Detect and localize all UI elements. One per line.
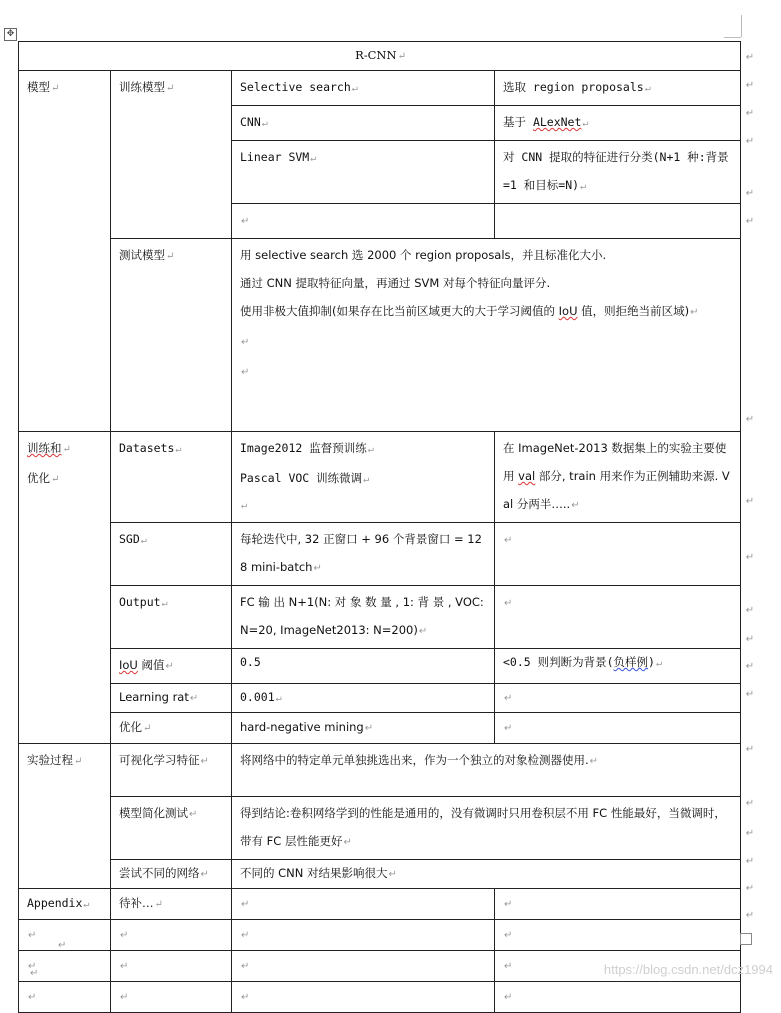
row-end-mark: ↵ [745, 605, 755, 616]
margin-guide [724, 37, 741, 38]
table-row [19, 239, 741, 432]
test-line: 通过 CNN 提取特征向量，再通过 SVM 对每个特征向量评分. [240, 276, 551, 290]
output-label: Output [119, 595, 161, 609]
iou-label-cell[interactable]: IoU 阈值↵ [111, 649, 232, 684]
training-label-cell[interactable]: 训练和↵ 优化↵ [19, 432, 111, 744]
sgd-label-cell[interactable]: SGD↵ [111, 523, 232, 586]
training-label: 优化 [27, 471, 50, 485]
test-line: 用 selective search 选 2000 个 region proposals，并且标准化大小. [240, 248, 607, 262]
datasets-label-cell[interactable]: Datasets↵ [111, 432, 232, 523]
empty-cell[interactable]: ↵ [111, 951, 232, 982]
cell[interactable]: Selective search↵ [232, 71, 495, 106]
row-end-mark: ↵ [745, 828, 755, 839]
empty-cell[interactable]: ↵ [111, 920, 232, 951]
lr-label-cell[interactable]: Learning rat↵ [111, 684, 232, 713]
rcnn-table [18, 41, 741, 1013]
row-end-mark: ↵ [745, 188, 755, 199]
paragraph-mark: ↵ [58, 940, 67, 951]
row-end-mark: ↵ [745, 798, 755, 809]
empty-cell[interactable]: ↵ [232, 920, 495, 951]
experiment-label-cell[interactable]: 实验过程↵ [19, 744, 111, 889]
grammar-check-word: 负样例 [613, 655, 649, 669]
appendix-cell[interactable]: 待补…↵ [111, 889, 232, 920]
margin-guide [741, 15, 742, 37]
output-label-cell[interactable]: Output↵ [111, 586, 232, 649]
lr-cell[interactable]: 0.001↵ [232, 684, 495, 713]
cell[interactable]: 选取 region proposals↵ [495, 71, 741, 106]
train-model-label-cell[interactable]: 训练模型↵ [111, 71, 232, 239]
cell[interactable]: 尝试不同的网络↵ [111, 860, 232, 889]
datasets-note-cell[interactable]: 在 ImageNet-2013 数据集上的实验主要使用 val 部分, train 用来作为正例辅助来源. Val 分两半…..↵ [495, 432, 741, 523]
table-title-cell[interactable]: R-CNN↵ [19, 42, 741, 71]
appendix-label: Appendix [27, 896, 83, 910]
opt-cell[interactable]: hard-negative mining↵ [232, 713, 495, 744]
spellcheck-word: val [518, 469, 536, 483]
empty-cell[interactable]: ↵ [495, 951, 741, 982]
row-end-mark: ↵ [745, 414, 755, 425]
table-row [19, 71, 741, 106]
table-row [19, 42, 741, 71]
row-end-mark: ↵ [745, 216, 755, 227]
cell[interactable]: 得到结论:卷积网络学到的性能是通用的，没有微调时只用卷积层不用 FC 性能最好，当微调时，带有 FC 层性能更好↵ [232, 797, 741, 860]
empty-cell[interactable]: ↵ [111, 982, 232, 1013]
model-label: 模型 [27, 80, 50, 94]
spellcheck-word: IoU [558, 304, 578, 318]
table-row [19, 523, 741, 586]
iou-cell[interactable]: 0.5 [232, 649, 495, 684]
train-key: Selective search [240, 80, 351, 94]
sgd-label: SGD [119, 532, 140, 546]
table-row [19, 860, 741, 889]
empty-cell[interactable]: ↵ [495, 684, 741, 713]
empty-cell[interactable]: ↵ [495, 586, 741, 649]
row-end-mark: ↵ [745, 136, 755, 147]
test-model-cell[interactable]: 用 selective search 选 2000 个 region proposals，并且标准化大小. 通过 CNN 提取特征向量，再通过 SVM 对每个特征向量评分. 使用非极大值抑制(如果存在比当前区域更大的大于学习阈值的 IoU 值，则拒绝当前区域)↵ ↵ ↵ [232, 239, 741, 432]
empty-cell[interactable]: ↵ [495, 920, 741, 951]
table-row [19, 649, 741, 684]
train-model-label: 训练模型 [119, 80, 165, 94]
table-row [19, 982, 741, 1013]
watermark: https://blog.csdn.net/dcz1994 [603, 962, 773, 977]
table-move-handle-icon[interactable]: ✥ [4, 28, 17, 41]
cell[interactable]: 不同的 CNN 对结果影响很大↵ [232, 860, 741, 889]
train-value: 对 CNN 提取的特征进行分类(N+1 种:背景=1 和目标=N) [503, 150, 729, 192]
row-end-mark: ↵ [745, 496, 755, 507]
empty-cell[interactable]: ↵ [495, 889, 741, 920]
sgd-cell[interactable]: 每轮迭代中, 32 正窗口 + 96 个背景窗口 = 128 mini-batch↵ [232, 523, 495, 586]
table-row [19, 684, 741, 713]
empty-cell[interactable] [495, 204, 741, 239]
cell[interactable]: 对 CNN 提取的特征进行分类(N+1 种:背景=1 和目标=N)↵ [495, 141, 741, 204]
table-title: R-CNN [355, 48, 397, 62]
row-end-mark: ↵ [745, 744, 755, 755]
table-row [19, 920, 741, 951]
empty-cell[interactable]: ↵ [19, 982, 111, 1013]
empty-cell[interactable]: ↵ [232, 204, 495, 239]
row-end-mark: ↵ [745, 552, 755, 563]
empty-cell[interactable]: ↵ [19, 920, 111, 951]
row-end-mark: ↵ [745, 80, 755, 91]
spellcheck-word: IoU [119, 658, 138, 672]
cell[interactable]: 将网络中的特定单元单独挑选出来，作为一个独立的对象检测器使用.↵ [232, 744, 741, 797]
train-value: 选取 region proposals [503, 80, 644, 94]
train-key: CNN [240, 115, 261, 129]
empty-cell[interactable]: ↵ [19, 951, 111, 982]
empty-cell[interactable]: ↵ [232, 889, 495, 920]
row-end-mark: ↵ [745, 634, 755, 645]
empty-cell[interactable]: ↵ [495, 982, 741, 1013]
train-key: Linear SVM [240, 150, 310, 164]
datasets-cell[interactable]: Image2012 监督预训练↵ Pascal VOC 训练微调↵ ↵ [232, 432, 495, 523]
iou-note-cell[interactable]: <0.5 则判断为背景(负样例)↵ [495, 649, 741, 684]
row-end-mark: ↵ [745, 661, 755, 672]
row-end-mark: ↵ [745, 52, 755, 63]
train-value: 基于 [503, 115, 533, 129]
training-label: 训练和 [27, 441, 62, 455]
empty-cell[interactable]: ↵ [495, 523, 741, 586]
row-end-mark: ↵ [745, 689, 755, 700]
cell[interactable]: 基于 ALexNet↵ [495, 106, 741, 141]
cell[interactable]: 可视化学习特征↵ [111, 744, 232, 797]
paragraph-mark: ↵ [30, 968, 39, 979]
empty-cell[interactable]: ↵ [495, 713, 741, 744]
table-row [19, 713, 741, 744]
table-row [19, 889, 741, 920]
table-row [19, 586, 741, 649]
cell[interactable]: 模型简化测试↵ [111, 797, 232, 860]
table-row [19, 432, 741, 523]
cell[interactable]: Linear SVM↵ [232, 141, 495, 204]
table-resize-handle[interactable] [740, 933, 752, 945]
empty-cell[interactable]: ↵ [232, 982, 495, 1013]
table-row [19, 797, 741, 860]
opt-label-cell[interactable]: 优化↵ [111, 713, 232, 744]
row-end-mark: ↵ [745, 108, 755, 119]
model-label-cell[interactable]: 模型↵ [19, 71, 111, 432]
datasets-label: Datasets [119, 441, 175, 455]
table-row [19, 744, 741, 797]
empty-cell[interactable]: ↵ [232, 951, 495, 982]
test-line: 使用非极大值抑制(如果存在比当前区域更大的大于学习阈值的 IoU 值，则拒绝当前区域)↵ [240, 304, 699, 318]
cell[interactable]: CNN↵ [232, 106, 495, 141]
row-end-mark: ↵ [745, 883, 755, 894]
spellcheck-word: ALexNet [532, 115, 582, 129]
row-end-mark: ↵ [745, 910, 755, 921]
test-model-label-cell[interactable]: 测试模型↵ [111, 239, 232, 432]
output-cell[interactable]: FC 输 出 N+1(N: 对 象 数 量 , 1: 背 景 , VOC:N=20, ImageNet2013: N=200)↵ [232, 586, 495, 649]
experiment-label: 实验过程 [27, 753, 73, 767]
appendix-label-cell[interactable]: Appendix↵ [19, 889, 111, 920]
row-end-mark: ↵ [745, 856, 755, 867]
test-model-label: 测试模型 [119, 248, 165, 262]
